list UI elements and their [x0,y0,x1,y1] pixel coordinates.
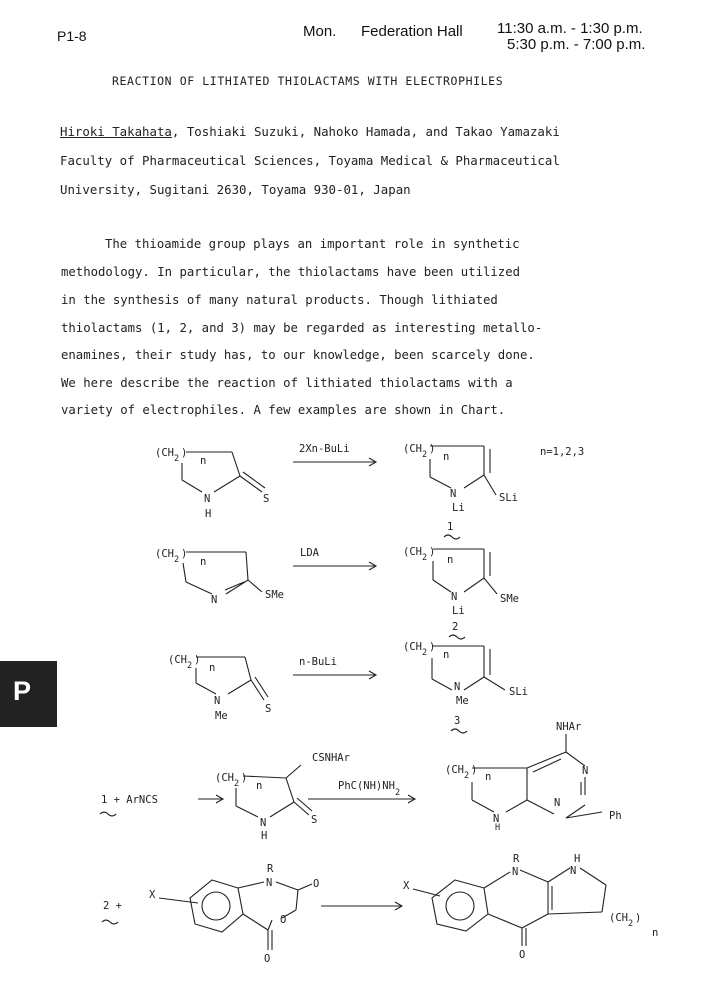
svg-text:2: 2 [422,450,428,460]
svg-text:SMe: SMe [500,593,519,605]
svg-text:): ) [194,654,201,666]
svg-text:(CH: (CH [445,764,464,776]
svg-text:(CH: (CH [403,443,422,455]
svg-text:2: 2 [395,788,401,798]
svg-text:n: n [209,662,216,674]
svg-text:): ) [241,772,248,784]
session-time-2: 5:30 p.m. - 7:00 p.m. [507,36,646,53]
svg-text:n: n [443,649,450,661]
svg-text:PhC(NH)NH: PhC(NH)NH [338,780,395,792]
svg-text:R: R [267,863,274,875]
svg-text:Me: Me [215,710,228,722]
svg-text:Li: Li [452,502,465,514]
svg-text:2 +: 2 + [103,900,122,912]
svg-text:n: n [256,780,263,792]
session-location: Federation Hall [361,23,463,40]
svg-text:NHAr: NHAr [556,721,582,733]
svg-text:2: 2 [422,648,428,658]
svg-text:2: 2 [234,779,240,789]
svg-text:): ) [429,443,436,455]
svg-text:LDA: LDA [300,547,319,559]
svg-text:n: n [200,556,207,568]
svg-text:2: 2 [452,621,459,633]
svg-text:O: O [264,953,271,965]
svg-text:X: X [149,889,156,901]
svg-text:): ) [181,447,188,459]
abstract-line-1: The thioamide group plays an important role in synthetic [105,237,520,251]
svg-text:2: 2 [187,661,193,671]
svg-text:N: N [260,817,267,829]
presenting-author: Hiroki Takahata [60,124,172,139]
svg-text:Me: Me [456,695,469,707]
affiliation-line-1: Faculty of Pharmaceutical Sciences, Toyama Medical & Pharmaceutical [60,153,560,168]
co-authors: , Toshiaki Suzuki, Nahoko Hamada, and Takao Yamazaki [171,124,560,139]
svg-text:Li: Li [452,605,465,617]
abstract-line-3: in the synthesis of many natural products. Though lithiated [61,293,498,307]
svg-text:2: 2 [174,555,180,565]
svg-text:(CH: (CH [403,641,422,653]
side-tab-letter: P [13,676,32,706]
svg-text:1: 1 [447,521,454,533]
svg-text:X: X [403,880,410,892]
svg-text:1 + ArNCS: 1 + ArNCS [101,794,158,806]
reaction-row-1 [155,443,584,539]
svg-text:2: 2 [464,771,470,781]
svg-text:SMe: SMe [265,589,284,601]
svg-text:N: N [582,765,589,777]
svg-text:2Xn-BuLi: 2Xn-BuLi [299,443,350,455]
svg-text:S: S [311,814,318,826]
svg-text:R: R [513,853,520,865]
svg-text:(CH: (CH [403,546,422,558]
svg-text:O: O [280,914,287,926]
svg-text:): ) [429,546,436,558]
svg-text:S: S [265,703,272,715]
svg-text:): ) [471,764,478,776]
abstract-line-2: methodology. In particular, the thiolactams have been utilized [61,265,521,279]
svg-text:N: N [214,695,221,707]
svg-text:SLi: SLi [499,492,518,504]
svg-text:n: n [652,927,659,939]
abstract-line-4: thiolactams (1, 2, and 3) may be regarded as interesting metallo- [61,321,543,335]
svg-text:H: H [205,508,212,520]
svg-text:H: H [261,830,268,842]
svg-text:n=1,2,3: n=1,2,3 [540,446,585,458]
svg-text:N: N [450,488,457,500]
svg-text:2: 2 [422,553,428,563]
svg-text:CSNHAr: CSNHAr [312,752,350,764]
svg-text:SLi: SLi [509,686,528,698]
reaction-row-5 [102,853,658,965]
svg-text:N: N [451,591,458,603]
svg-text:N: N [211,594,218,606]
svg-text:N: N [454,681,461,693]
svg-text:2: 2 [628,919,634,929]
svg-text:): ) [429,641,436,653]
svg-text:(CH: (CH [155,447,174,459]
abstract-line-5: enamines, their study has, to our knowledge, been scarcely done. [61,348,535,362]
abstract-line-7: variety of electrophiles. A few examples are shown in Chart. [61,403,506,417]
session-time-1: 11:30 a.m. - 1:30 p.m. [497,20,643,37]
paper-title: REACTION OF LITHIATED THIOLACTAMS WITH ELECTROPHILES [112,74,504,88]
session-code: P1-8 [57,28,87,44]
svg-text:n: n [443,451,450,463]
svg-text:N: N [512,866,519,878]
svg-text:O: O [519,949,526,961]
reaction-row-2 [155,546,519,639]
svg-text:n-BuLi: n-BuLi [299,656,337,668]
reaction-row-4 [100,721,622,842]
svg-text:N: N [554,797,561,809]
svg-text:(CH: (CH [215,772,234,784]
svg-text:S: S [263,493,270,505]
svg-text:(CH: (CH [155,548,174,560]
svg-text:N: N [266,877,273,889]
svg-text:): ) [181,548,188,560]
svg-text:Ph: Ph [609,810,622,822]
session-day: Mon. [303,23,337,40]
svg-text:2: 2 [174,454,180,464]
svg-text:H: H [495,823,501,833]
svg-text:N: N [204,493,211,505]
svg-text:N: N [570,865,577,877]
svg-text:): ) [635,912,642,924]
svg-text:n: n [200,455,207,467]
svg-text:(CH: (CH [609,912,628,924]
reaction-row-3 [168,641,528,733]
svg-text:O: O [313,878,320,890]
svg-text:n: n [447,554,454,566]
affiliation-line-2: University, Sugitani 2630, Toyama 930-01, Japan [60,182,411,197]
svg-text:N: N [493,813,500,825]
svg-text:3: 3 [454,715,461,727]
svg-text:(CH: (CH [168,654,187,666]
abstract-line-6: We here describe the reaction of lithiated thiolactams with a [61,376,513,390]
svg-text:H: H [574,853,581,865]
svg-text:n: n [485,771,492,783]
